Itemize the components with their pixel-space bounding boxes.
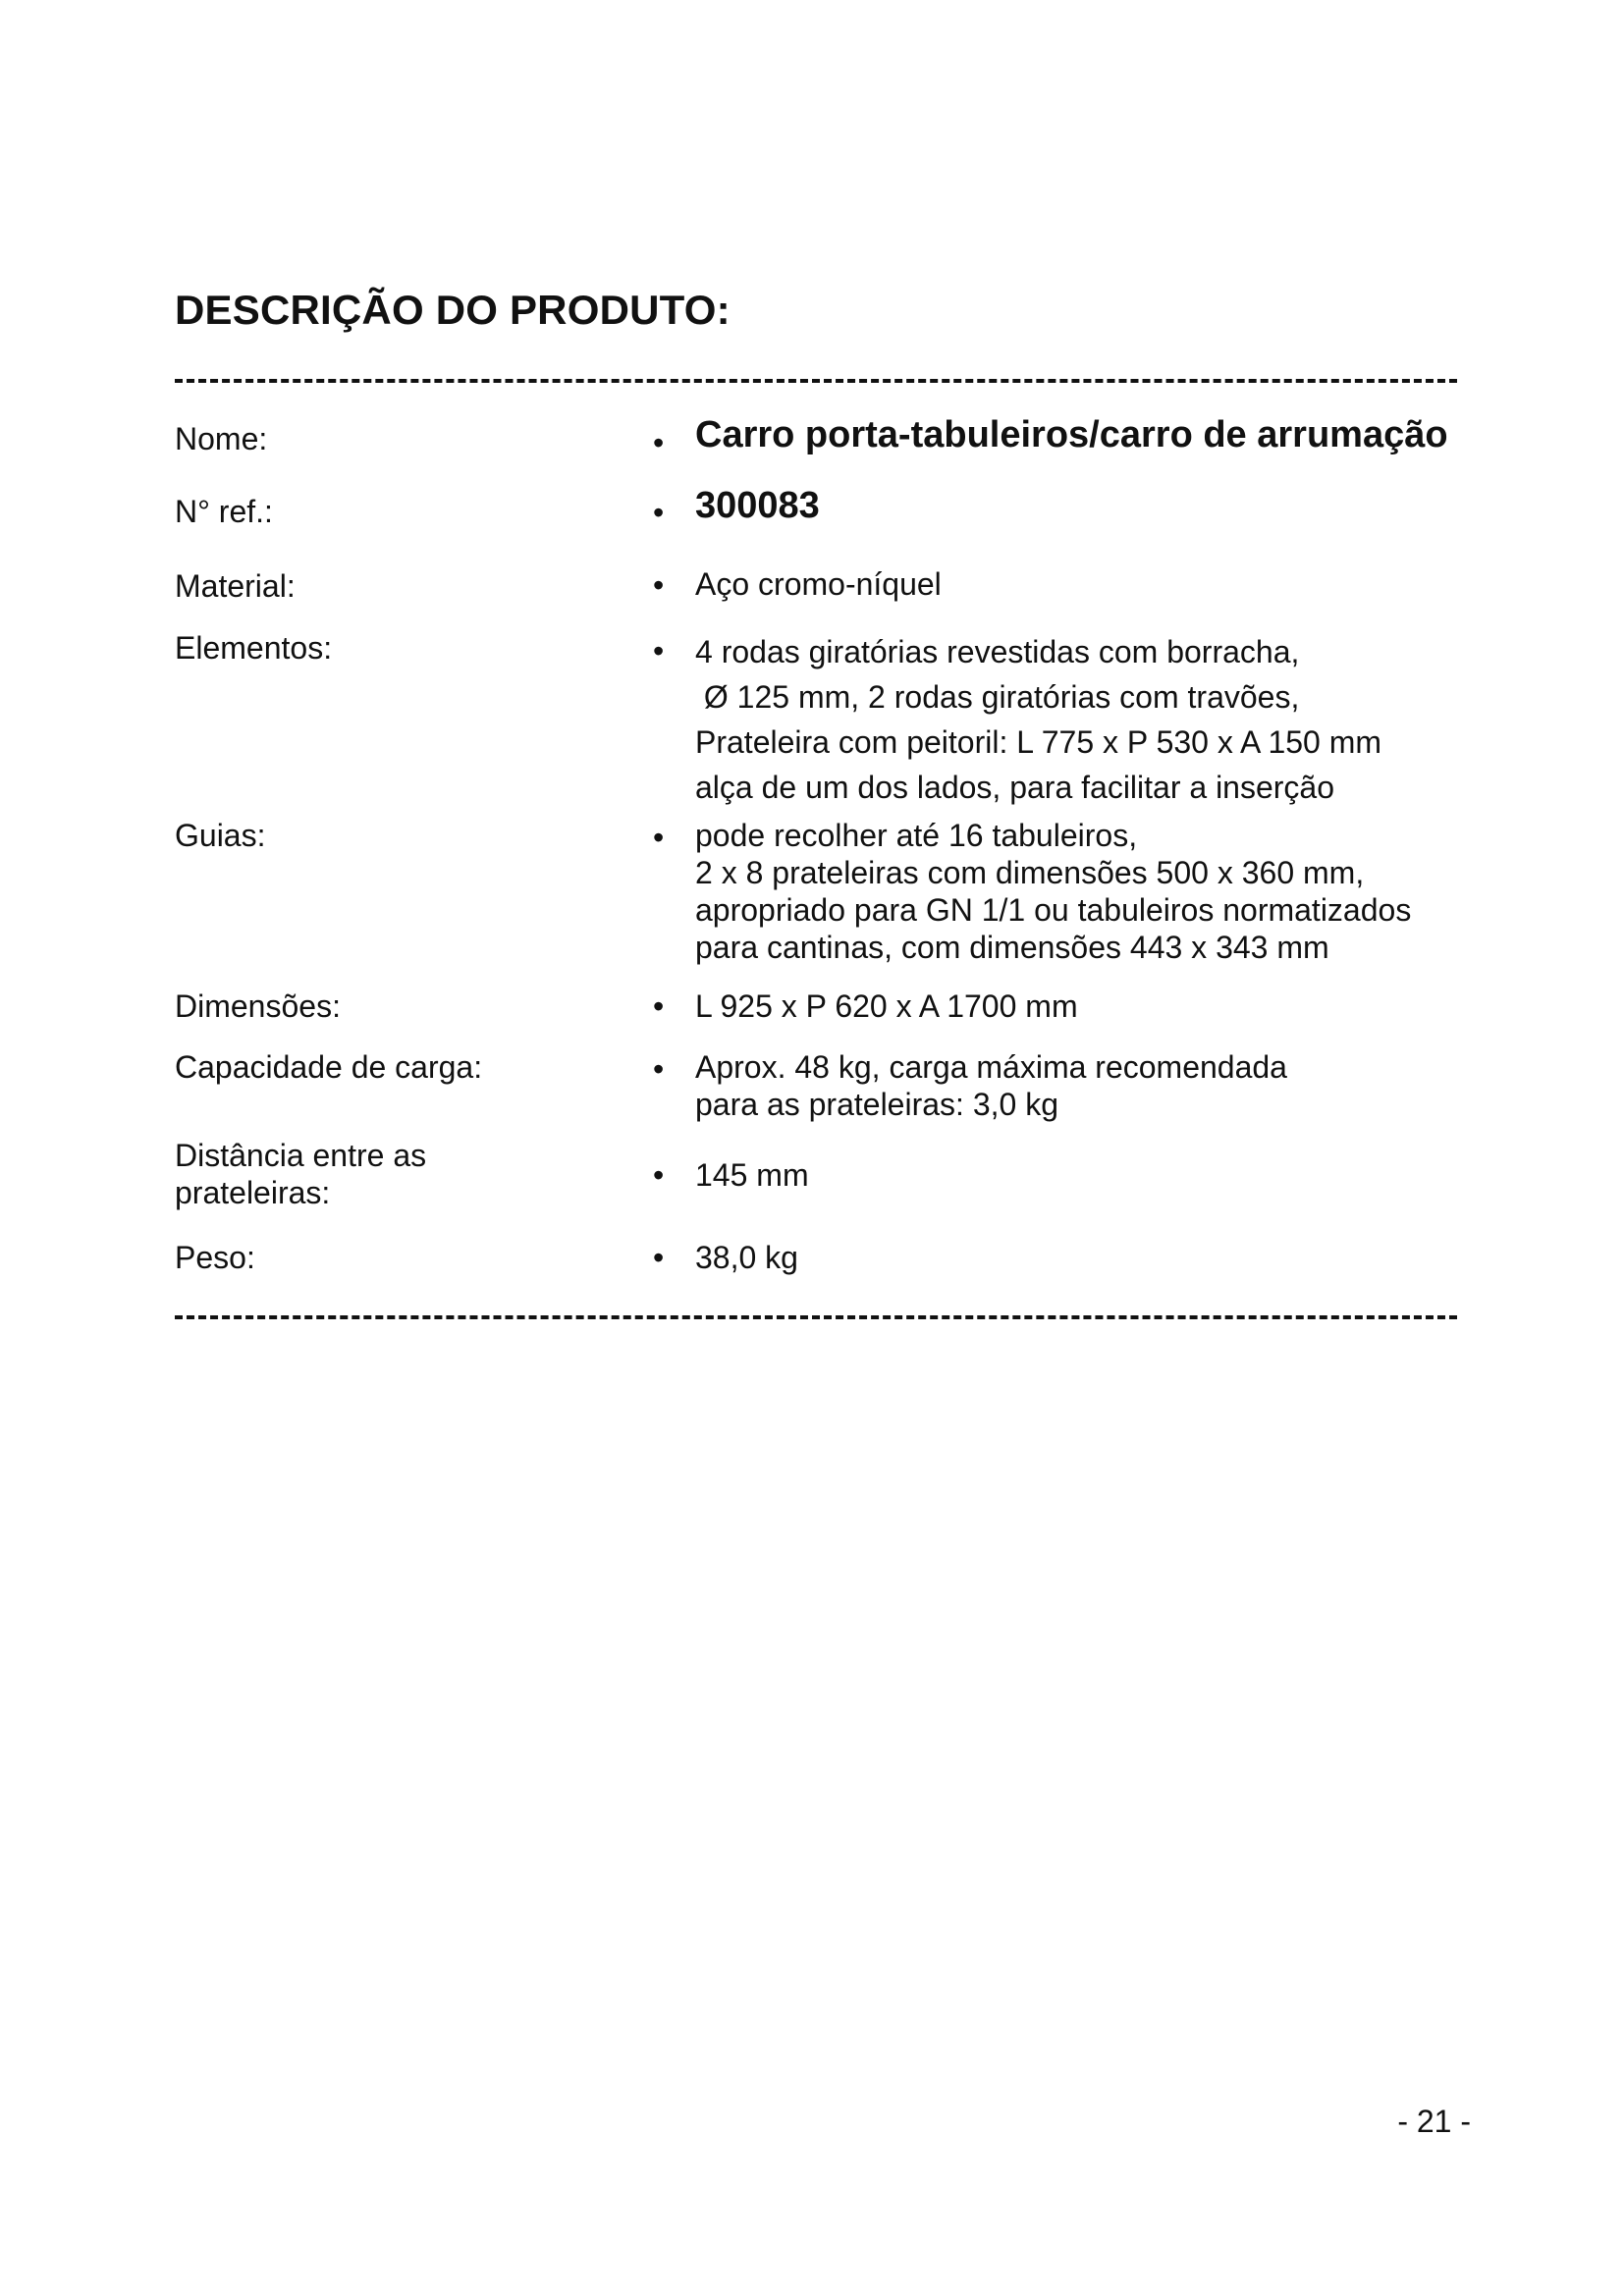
- value-line: alça de um dos lados, para facilitar a inserção: [695, 770, 1335, 805]
- value-line: L 925 x P 620 x A 1700 mm: [695, 988, 1078, 1024]
- bullet-icon: •: [653, 495, 665, 530]
- value-line: apropriado para GN 1/1 ou tabuleiros normatizados: [695, 892, 1412, 928]
- label-ref: N° ref.:: [175, 494, 273, 529]
- page-number: - 21 -: [1397, 2104, 1471, 2139]
- bullet-icon: •: [653, 567, 665, 603]
- label-weight: Peso:: [175, 1240, 255, 1275]
- bullet-icon: •: [653, 633, 665, 668]
- label-line: Distância entre as: [175, 1138, 427, 1173]
- value-line: para cantinas, com dimensões 443 x 343 mm: [695, 930, 1329, 965]
- value-line: pode recolher até 16 tabuleiros,: [695, 818, 1138, 853]
- bullet-icon: •: [653, 1051, 665, 1087]
- top-dashed-divider: [175, 379, 1457, 383]
- label-shelf-distance: [175, 1137, 426, 1211]
- label-name: Nome:: [175, 421, 268, 456]
- label-line: prateleiras:: [175, 1175, 331, 1210]
- value-line: Carro porta-tabuleiros/carro de arrumação: [695, 414, 1448, 455]
- value-elements: [695, 629, 1381, 810]
- value-material: [695, 565, 942, 603]
- value-line: 2 x 8 prateleiras com dimensões 500 x 360 mm,: [695, 855, 1365, 890]
- value-dimensions: [695, 988, 1078, 1025]
- bullet-icon: •: [653, 820, 665, 855]
- value-line: 145 mm: [695, 1157, 809, 1193]
- value-guides: [695, 817, 1411, 966]
- bullet-icon: •: [653, 1240, 665, 1275]
- label-guides: Guias:: [175, 818, 266, 853]
- value-weight: [695, 1239, 798, 1276]
- label-dimensions: Dimensões:: [175, 988, 341, 1024]
- value-line: Prateleira com peitoril: L 775 x P 530 x A 150 mm: [695, 724, 1382, 760]
- value-line: Aço cromo-níquel: [695, 566, 942, 602]
- value-line: 38,0 kg: [695, 1240, 798, 1275]
- value-line: para as prateleiras: 3,0 kg: [695, 1087, 1058, 1122]
- page-title: DESCRIÇÃO DO PRODUTO:: [175, 287, 731, 333]
- value-line: 4 rodas giratórias revestidas com borracha,: [695, 634, 1300, 669]
- label-capacity: Capacidade de carga:: [175, 1049, 483, 1085]
- label-material: Material:: [175, 568, 296, 604]
- label-elements: Elementos:: [175, 630, 333, 666]
- bullet-icon: •: [653, 1157, 665, 1193]
- value-capacity: [695, 1048, 1287, 1123]
- bottom-dashed-divider: [175, 1315, 1457, 1319]
- value-line: Ø 125 mm, 2 rodas giratórias com travões,: [695, 679, 1300, 715]
- value-ref: [695, 487, 820, 524]
- value-line: Aprox. 48 kg, carga máxima recomendada: [695, 1049, 1287, 1085]
- bullet-icon: •: [653, 988, 665, 1024]
- bullet-icon: •: [653, 425, 665, 460]
- value-name: [695, 416, 1448, 454]
- value-line: 300083: [695, 485, 820, 526]
- value-shelf-distance: [695, 1156, 809, 1194]
